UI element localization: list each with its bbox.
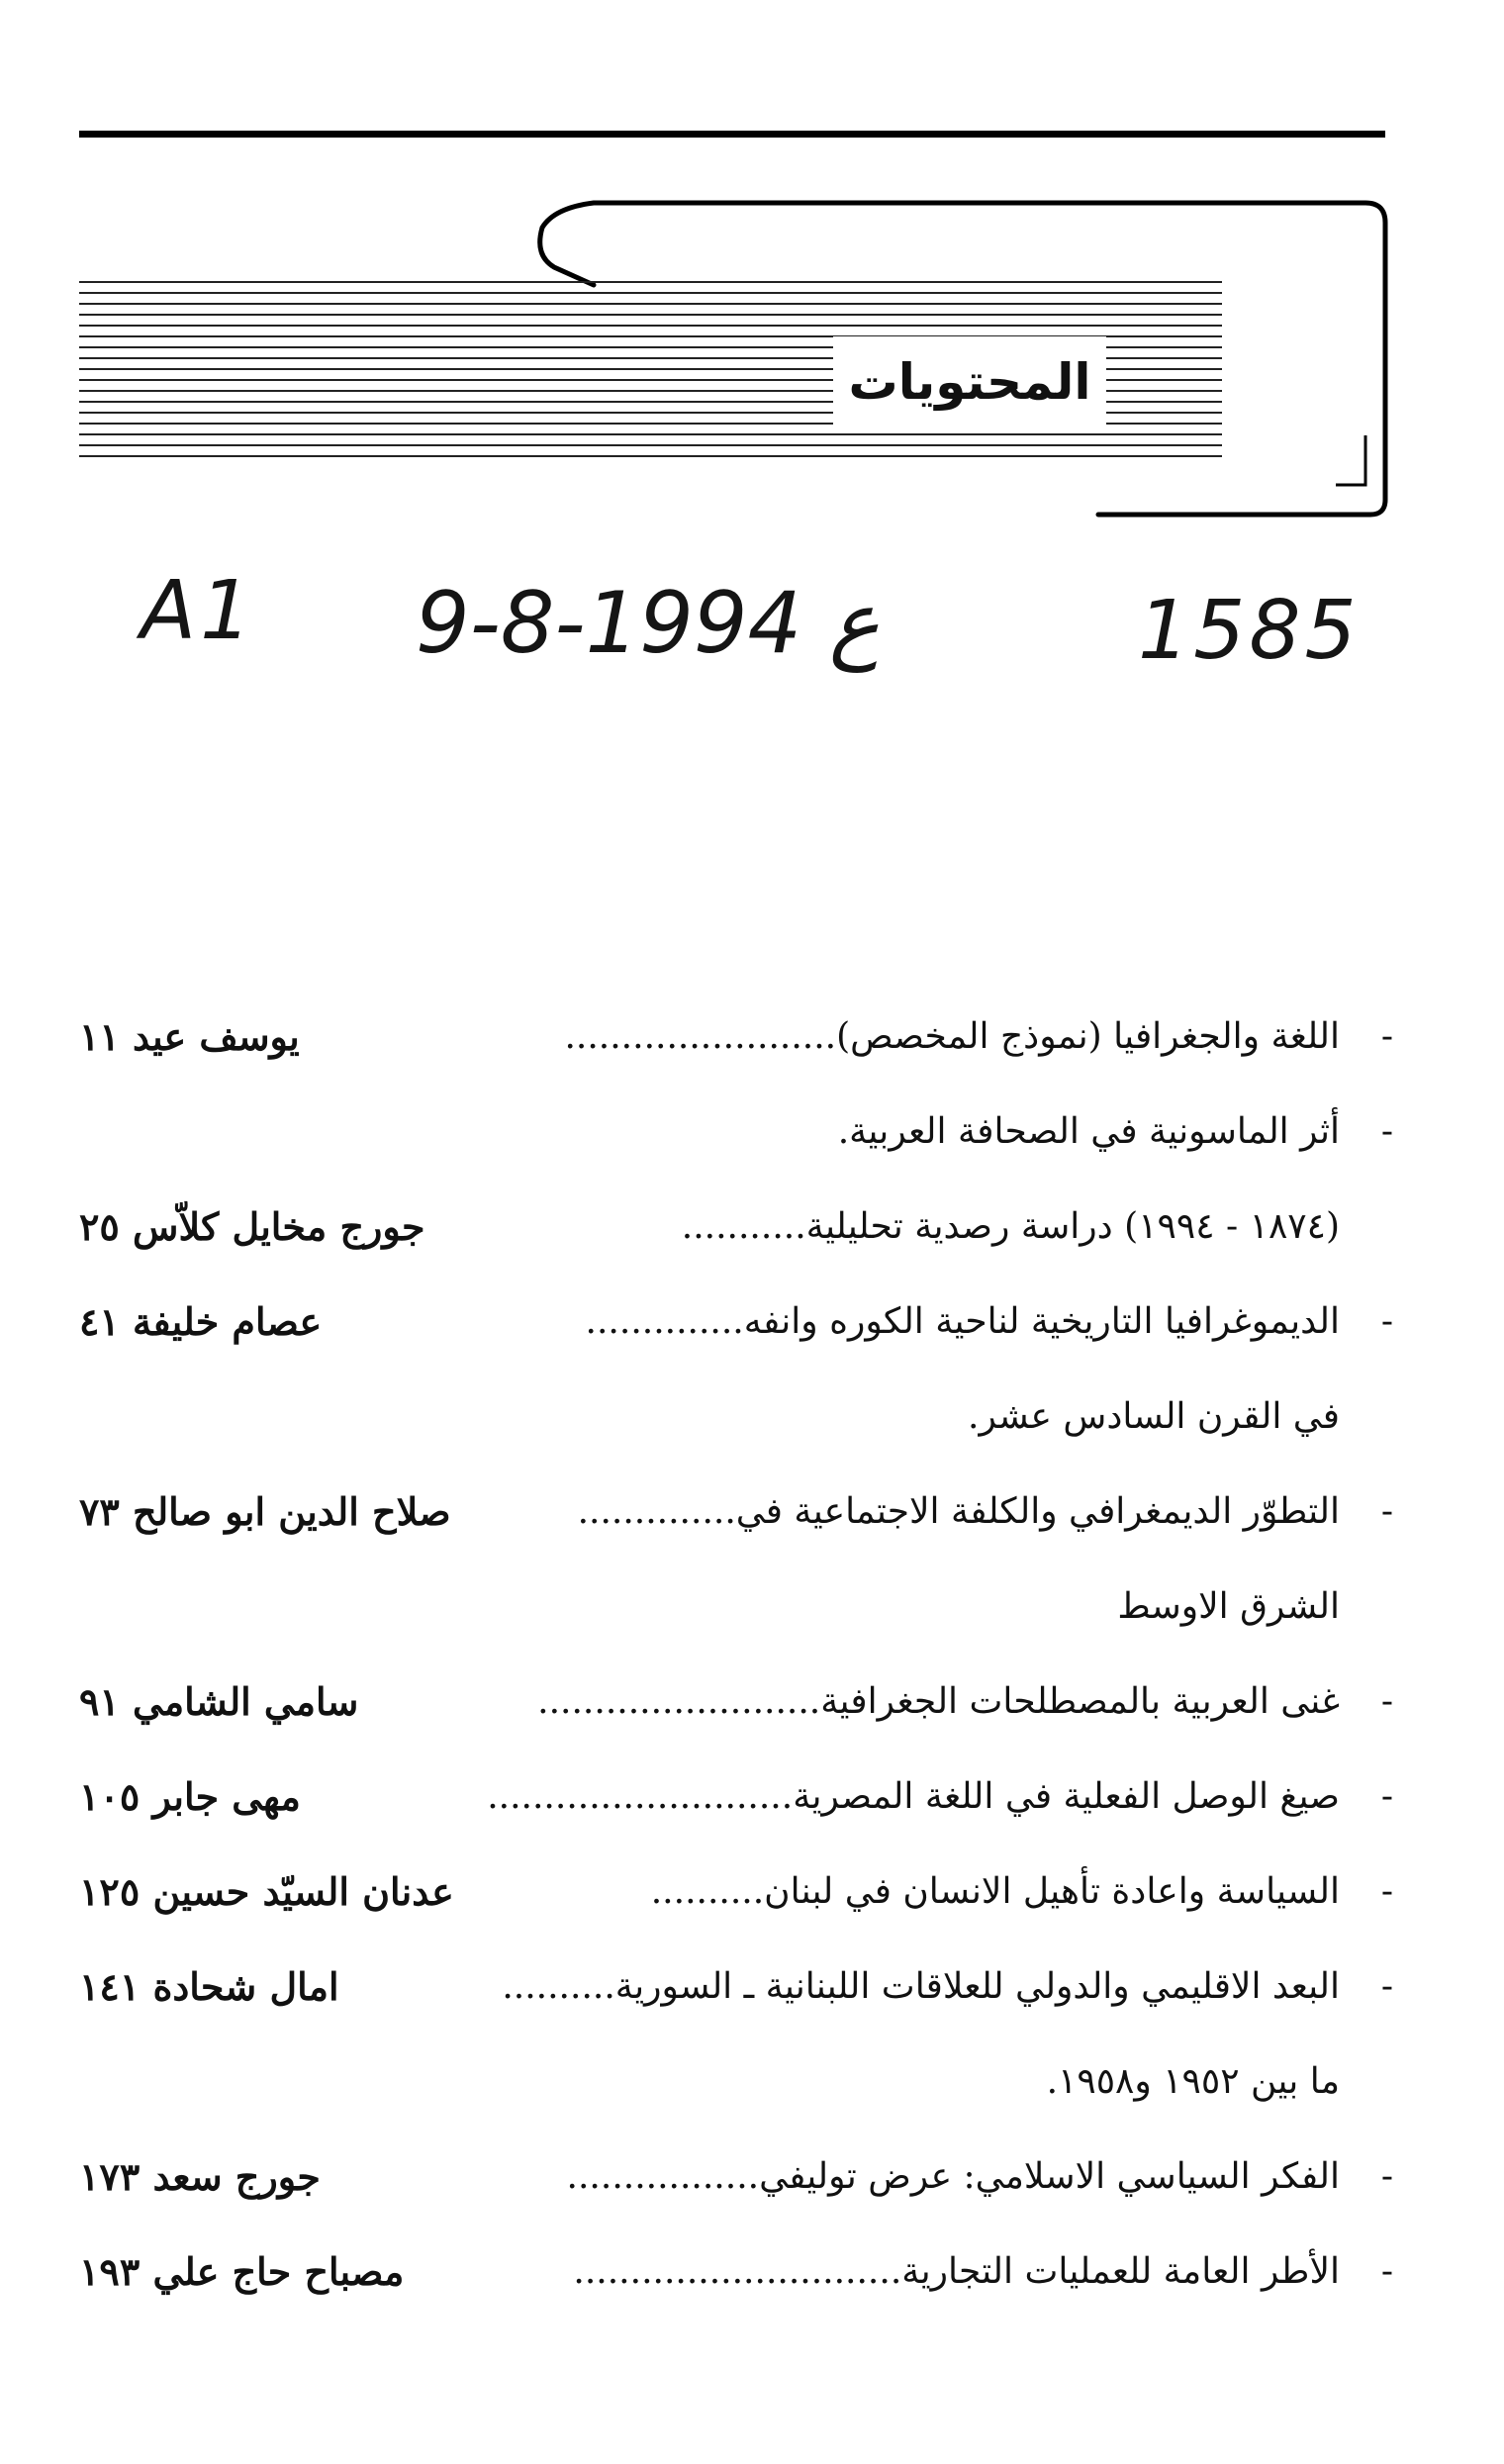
toc-author-page: يوسف عيد ١١ xyxy=(79,1014,300,1059)
toc-author-page: امال شحادة ١٤١ xyxy=(79,1964,339,2009)
bullet-dash: - xyxy=(1380,1491,1394,1532)
bullet-dash: - xyxy=(1380,1776,1394,1817)
toc-entry xyxy=(79,2225,1395,2320)
toc-title: (١٨٧٤ - ١٩٩٤) دراسة رصدية تحليلية........... xyxy=(681,1206,1340,1247)
bullet-dash: - xyxy=(1380,1111,1394,1152)
toc-author-page: سامي الشامي ٩١ xyxy=(79,1679,359,1724)
toc-entry xyxy=(79,990,1395,1085)
bullet-dash: - xyxy=(1380,1301,1394,1342)
toc-author-page: عدنان السيّد حسين ١٢٥ xyxy=(79,1869,454,1914)
handwritten-date: 9-8-ع 1994 xyxy=(416,574,881,673)
toc-entry-continuation xyxy=(79,1180,1395,1275)
toc-author-page: عصام خليفة ٤١ xyxy=(79,1299,323,1344)
toc-entry-continuation xyxy=(79,2035,1395,2130)
header-banner xyxy=(0,0,1504,534)
toc-title: الأطر العامة للعمليات التجارية............................. xyxy=(573,2251,1340,2292)
bullet-dash: - xyxy=(1380,1966,1394,2007)
title-box xyxy=(833,336,1106,427)
toc-entry xyxy=(79,1750,1395,1845)
toc-entry-continuation xyxy=(79,1370,1395,1465)
toc-entry xyxy=(79,1085,1395,1180)
page-title: المحتويات xyxy=(848,353,1091,411)
table-of-contents xyxy=(79,990,1395,2320)
header-decoration xyxy=(0,0,1504,534)
toc-author-page: جورج مخايل كلاّس ٢٥ xyxy=(79,1204,425,1249)
handwritten-note xyxy=(0,554,1504,712)
toc-title: البعد الاقليمي والدولي للعلاقات اللبنانية ـ السورية.......... xyxy=(502,1966,1340,2007)
toc-title: الديموغرافيا التاريخية لناحية الكوره وانفه.............. xyxy=(585,1301,1340,1342)
bullet-dash: - xyxy=(1380,2156,1394,2197)
handwritten-number: 1585 xyxy=(1138,584,1361,678)
toc-title: اللغة والجغرافيا (نموذج المخصص)........................ xyxy=(564,1016,1340,1057)
toc-entry xyxy=(79,1465,1395,1560)
toc-title: التطوّر الديمغرافي والكلفة الاجتماعية في.............. xyxy=(577,1491,1340,1532)
toc-title: في القرن السادس عشر. xyxy=(968,1396,1340,1437)
bullet-dash: - xyxy=(1380,1681,1394,1722)
toc-title: الشرق الاوسط xyxy=(1117,1586,1340,1627)
toc-title: السياسة واعادة تأهيل الانسان في لبنان.......... xyxy=(650,1871,1340,1912)
toc-title: غنى العربية بالمصطلحات الجغرافية......................... xyxy=(537,1681,1340,1722)
bullet-dash: - xyxy=(1380,2251,1394,2292)
toc-entry xyxy=(79,1655,1395,1750)
toc-title: صيغ الوصل الفعلية في اللغة المصرية........................... xyxy=(487,1776,1340,1817)
toc-entry xyxy=(79,1845,1395,1940)
toc-author-page: صلاح الدين ابو صالح ٧٣ xyxy=(79,1489,451,1534)
bullet-dash: - xyxy=(1380,1016,1394,1057)
toc-entry xyxy=(79,1275,1395,1370)
toc-author-page: مصباح حاج علي ١٩٣ xyxy=(79,2249,405,2294)
toc-entry xyxy=(79,1940,1395,2035)
toc-author-page: جورج سعد ١٧٣ xyxy=(79,2154,321,2199)
bullet-dash: - xyxy=(1380,1871,1394,1912)
toc-title: ما بين ١٩٥٢ و١٩٥٨. xyxy=(1046,2061,1340,2102)
toc-entry-continuation xyxy=(79,1560,1395,1655)
toc-entry xyxy=(79,2130,1395,2225)
toc-title: الفكر السياسي الاسلامي: عرض توليفي................. xyxy=(566,2156,1340,2197)
handwritten-code: A1 xyxy=(141,564,256,658)
toc-author-page: مهى جابر ١٠٥ xyxy=(79,1774,301,1819)
toc-title: أثر الماسونية في الصحافة العربية. xyxy=(837,1111,1340,1152)
